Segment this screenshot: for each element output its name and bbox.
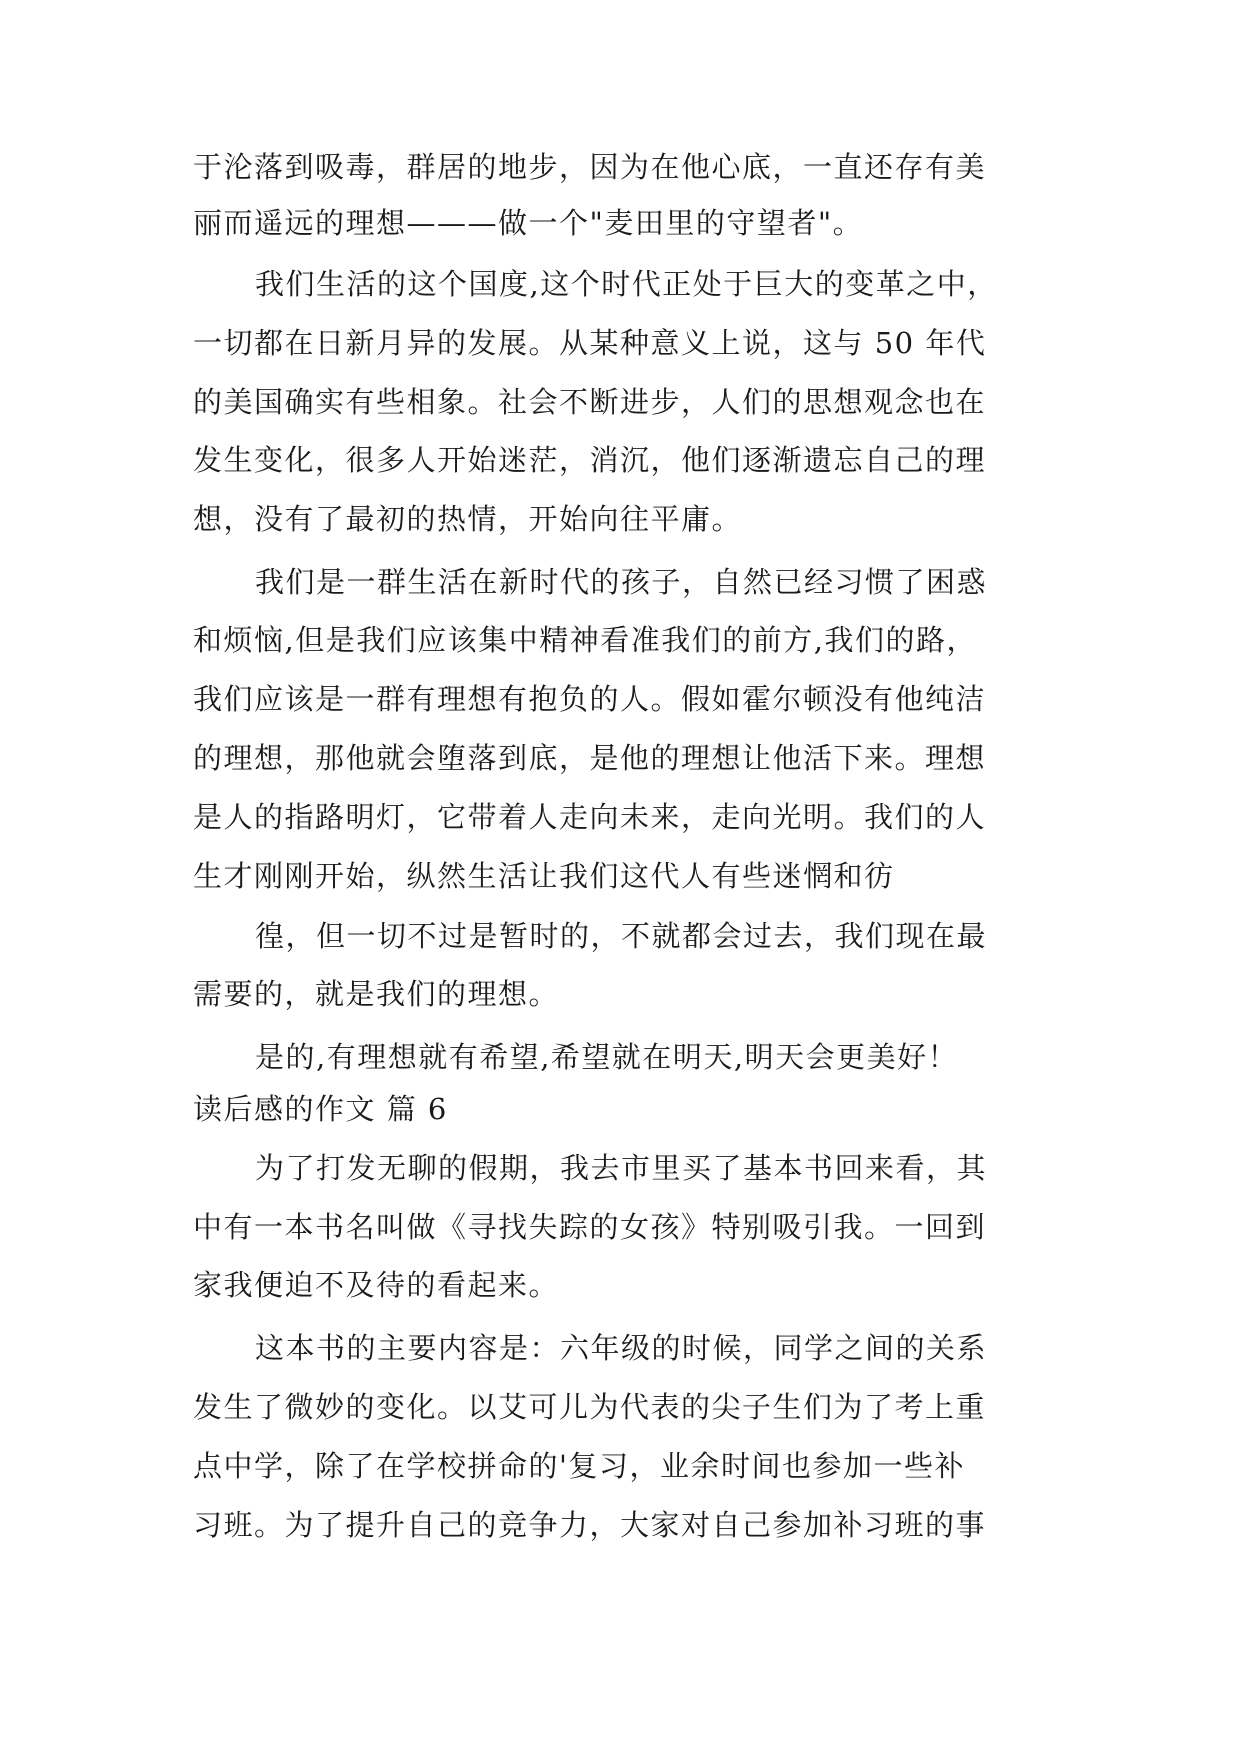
text-line: 是人的指路明灯，它带着人走向未来，走向光明。我们的人 (193, 800, 987, 834)
text-line: 生才刚刚开始，纵然生活让我们这代人有些迷惘和彷 (193, 859, 895, 893)
paragraph-start-line: 为了打发无聊的假期，我去市里买了基本书回来看，其 (255, 1151, 988, 1185)
text-line: 的理想，那他就会堕落到底，是他的理想让他活下来。理想 (193, 741, 987, 775)
text-line: 发生变化，很多人开始迷茫，消沉，他们逐渐遗忘自己的理 (193, 443, 987, 477)
text-line: 发生了微妙的变化。以艾可儿为代表的尖子生们为了考上重 (193, 1390, 987, 1424)
paragraph-start-line: 我们生活的这个国度,这个时代正处于巨大的变革之中， (255, 267, 998, 301)
text-line: 我们应该是一群有理想有抱负的人。假如霍尔顿没有他纯洁 (193, 682, 987, 716)
text-line: 于沦落到吸毒，群居的地步，因为在他心底，一直还存有美 (193, 150, 987, 184)
text-line: 家我便迫不及待的看起来。 (193, 1268, 560, 1302)
paragraph-start-line: 是的,有理想就有希望,希望就在明天,明天会更美好！ (255, 1040, 959, 1074)
text-line: 想，没有了最初的热情，开始向往平庸。 (193, 502, 743, 536)
paragraph-start-line: 徨，但一切不过是暂时的，不就都会过去，我们现在最 (255, 919, 988, 953)
paragraph-start-line: 我们是一群生活在新时代的孩子，自然已经习惯了困惑 (255, 565, 988, 599)
section-heading: 读后感的作文 篇 6 (193, 1092, 448, 1126)
text-line: 需要的，就是我们的理想。 (193, 977, 560, 1011)
text-line: 的美国确实有些相象。社会不断进步，人们的思想观念也在 (193, 385, 987, 419)
text-line: 丽而遥远的理想———做一个"麦田里的守望者"。 (193, 206, 864, 240)
text-line: 点中学，除了在学校拼命的'复习，业余时间也参加一些补 (193, 1449, 965, 1483)
text-line: 中有一本书名叫做《寻找失踪的女孩》特别吸引我。一回到 (193, 1210, 987, 1244)
text-line: 和烦恼,但是我们应该集中精神看准我们的前方,我们的路， (193, 623, 977, 657)
paragraph-start-line: 这本书的主要内容是：六年级的时候，同学之间的关系 (255, 1331, 988, 1365)
text-line: 习班。为了提升自己的竞争力，大家对自己参加补习班的事 (193, 1508, 987, 1542)
text-line: 一切都在日新月异的发展。从某种意义上说，这与 50 年代 (193, 326, 987, 360)
